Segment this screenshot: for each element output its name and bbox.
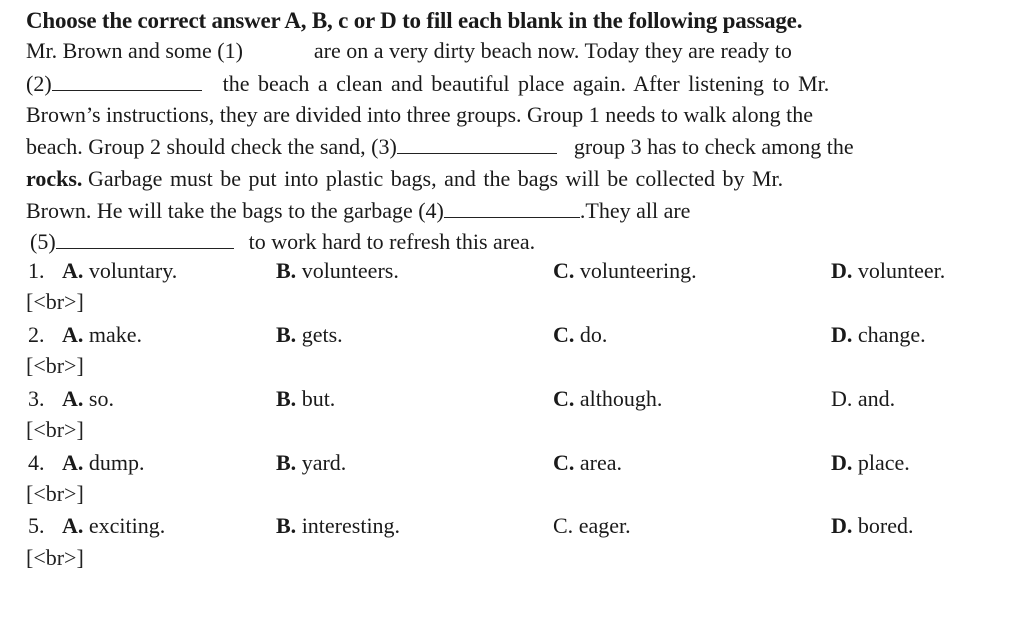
passage-text: Brown. He will take the bags to the garbage (4) <box>26 198 444 223</box>
option-text: make. <box>88 322 143 347</box>
passage-text: Mr. Brown and some (1) <box>26 38 243 63</box>
question-number: 5. <box>28 513 45 538</box>
option-text: so. <box>88 386 114 411</box>
option-d[interactable] <box>831 513 913 539</box>
option-b[interactable] <box>276 450 346 476</box>
passage-text: the beach a clean and beautiful place again. After listening to Mr. <box>222 71 830 96</box>
option-text: dump. <box>88 450 145 475</box>
option-b[interactable] <box>276 258 399 284</box>
option-b[interactable] <box>276 386 335 412</box>
question-number: 3. <box>28 386 45 411</box>
option-letter: A. <box>62 513 84 538</box>
passage-line-5 <box>26 166 783 192</box>
option-text: volunteers. <box>301 258 399 283</box>
option-letter: D. <box>831 513 853 538</box>
passage-bold-text: rocks. <box>26 166 83 191</box>
passage-text: group 3 has to check among the <box>573 134 854 159</box>
br-tag-label: [<br>] <box>26 417 84 442</box>
option-d[interactable] <box>831 386 895 412</box>
passage-text: beach. Group 2 should check the sand, (3) <box>26 134 397 159</box>
option-a[interactable] <box>62 386 114 412</box>
option-letter: B. <box>276 322 297 347</box>
blank-5[interactable] <box>56 230 234 249</box>
br-tag-label: [<br>] <box>26 481 84 506</box>
option-d[interactable] <box>831 322 926 348</box>
option-a[interactable] <box>62 513 165 539</box>
option-b[interactable] <box>276 322 343 348</box>
option-text: yard. <box>301 450 347 475</box>
option-letter: D. <box>831 322 853 347</box>
option-text: voluntary. <box>88 258 178 283</box>
option-a[interactable] <box>62 450 145 476</box>
passage-line-4 <box>26 134 854 160</box>
blank-number: (5) <box>30 229 56 254</box>
passage-text: Garbage must be put into plastic bags, and the bags will be collected by Mr. <box>87 166 784 191</box>
option-letter: A. <box>62 450 84 475</box>
passage-text: to work hard to refresh this area. <box>248 229 536 254</box>
option-text: place. <box>857 450 910 475</box>
option-letter: A. <box>62 258 84 283</box>
option-letter: C. <box>553 386 575 411</box>
option-a[interactable] <box>62 322 142 348</box>
option-text: volunteer. <box>857 258 946 283</box>
option-letter: D. <box>831 258 853 283</box>
passage-line-6 <box>26 198 690 224</box>
passage-line-7 <box>30 229 535 255</box>
blank-4[interactable] <box>444 199 580 218</box>
br-tag-label: [<br>] <box>26 289 84 314</box>
option-letter: B. <box>276 450 297 475</box>
option-letter: C. <box>553 322 575 347</box>
option-text: change. <box>857 322 926 347</box>
option-text: volunteering. <box>579 258 697 283</box>
option-letter: C. <box>553 450 575 475</box>
question-number: 1. <box>28 258 45 283</box>
instruction-title: Choose the correct answer A, B, c or D to fill each blank in the following passage. <box>26 8 803 33</box>
option-letter: D. <box>831 386 853 411</box>
option-text: bored. <box>857 513 914 538</box>
passage-line-3 <box>26 102 813 128</box>
question-number: 2. <box>28 322 45 347</box>
option-c[interactable] <box>553 513 631 539</box>
option-d[interactable] <box>831 450 910 476</box>
option-letter: B. <box>276 258 297 283</box>
option-text: and. <box>857 386 896 411</box>
option-d[interactable] <box>831 258 945 284</box>
option-text: eager. <box>578 513 631 538</box>
option-letter: C. <box>553 513 574 538</box>
passage-text: are on a very dirty beach now. Today they are ready to <box>313 38 792 63</box>
passage-line-1 <box>26 38 792 64</box>
option-text: exciting. <box>88 513 166 538</box>
option-letter: D. <box>831 450 853 475</box>
option-text: but. <box>301 386 336 411</box>
option-letter: A. <box>62 322 84 347</box>
option-letter: C. <box>553 258 575 283</box>
option-c[interactable] <box>553 258 697 284</box>
option-letter: B. <box>276 513 297 538</box>
blank-3[interactable] <box>397 135 557 154</box>
option-c[interactable] <box>553 450 622 476</box>
option-text: do. <box>579 322 608 347</box>
passage-text: Brown’s instructions, they are divided into three groups. Group 1 needs to walk along the <box>26 102 813 127</box>
passage-text: .They all are <box>579 198 691 223</box>
blank-2[interactable] <box>52 72 202 91</box>
blank-number: (2) <box>26 71 52 96</box>
option-text: interesting. <box>301 513 401 538</box>
passage-line-2 <box>26 71 829 97</box>
br-tag-label: [<br>] <box>26 353 84 378</box>
option-c[interactable] <box>553 322 607 348</box>
option-c[interactable] <box>553 386 662 412</box>
option-letter: A. <box>62 386 84 411</box>
option-b[interactable] <box>276 513 400 539</box>
option-text: although. <box>579 386 663 411</box>
option-a[interactable] <box>62 258 177 284</box>
option-text: gets. <box>301 322 343 347</box>
br-tag-label: [<br>] <box>26 545 84 570</box>
question-number: 4. <box>28 450 45 475</box>
option-text: area. <box>579 450 623 475</box>
option-letter: B. <box>276 386 297 411</box>
